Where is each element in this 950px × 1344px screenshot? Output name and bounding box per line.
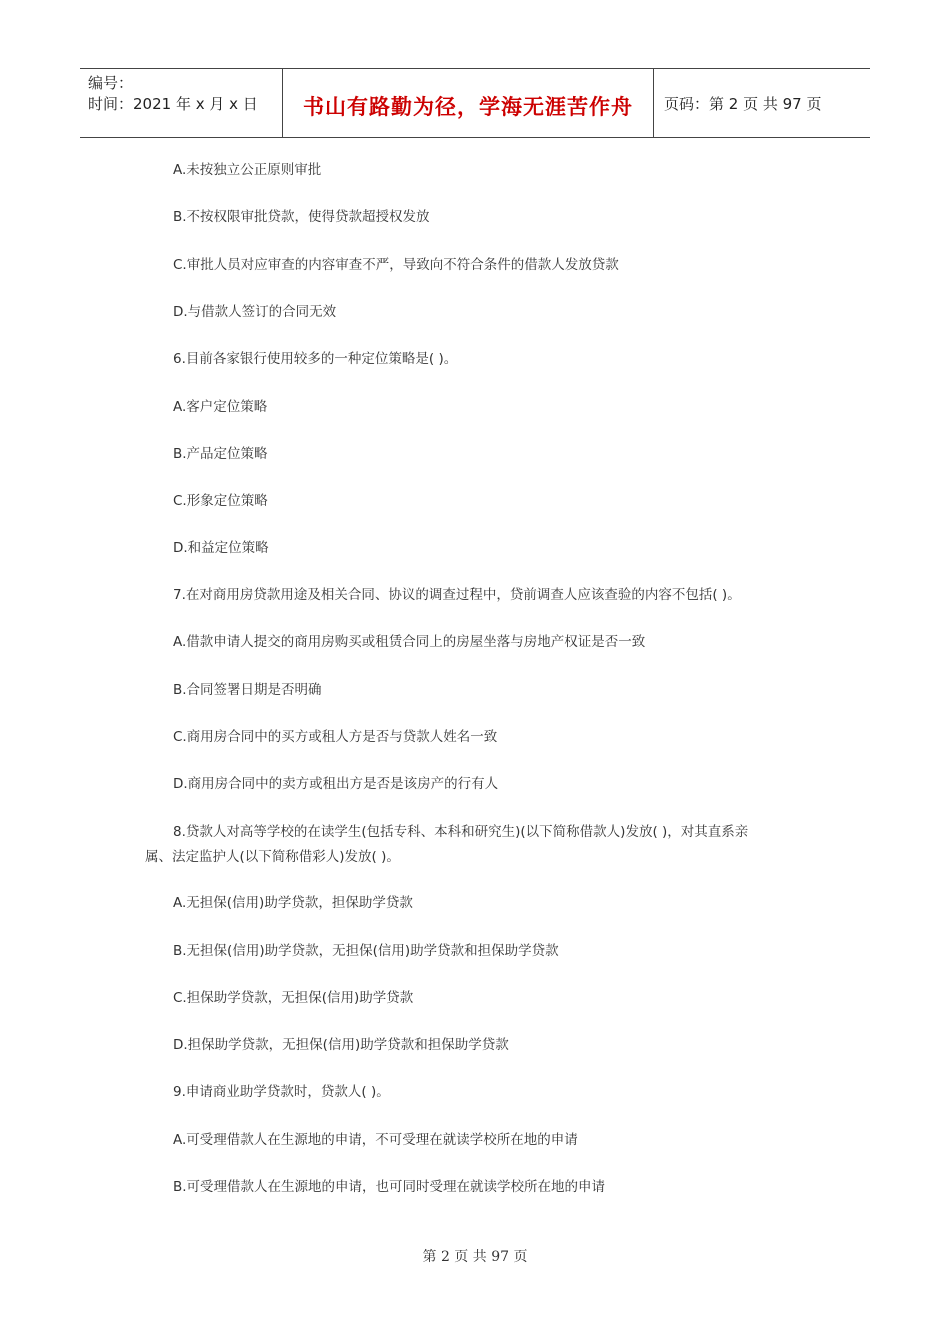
question-line: 9.申请商业助学贷款时，贷款人( )。 <box>173 1084 390 1100</box>
option-line: A.客户定位策略 <box>173 399 268 415</box>
option-line: D.担保助学贷款，无担保(信用)助学贷款和担保助学贷款 <box>173 1037 509 1053</box>
option-line: D.与借款人签订的合同无效 <box>173 304 337 320</box>
option-line: B.合同签署日期是否明确 <box>173 682 322 698</box>
question-line: 8.贷款人对高等学校的在读学生(包括专科、本科和研究生)(以下简称借款人)发放( )，对其直系亲 <box>173 824 749 840</box>
option-line: B.可受理借款人在生源地的申请，也可同时受理在就读学校所在地的申请 <box>173 1179 606 1195</box>
option-line: C.担保助学贷款，无担保(信用)助学贷款 <box>173 990 414 1006</box>
page-footer: 第 2 页 共 97 页 <box>422 1249 528 1265</box>
option-line: B.无担保(信用)助学贷款，无担保(信用)助学贷款和担保助学贷款 <box>173 943 559 959</box>
page-header <box>80 68 870 138</box>
header-page-number: 页码：第 2 页 共 97 页 <box>664 94 822 113</box>
question-line: 6.目前各家银行使用较多的一种定位策略是( )。 <box>173 351 458 367</box>
option-line: A.借款申请人提交的商用房购买或租赁合同上的房屋坐落与房地产权证是否一致 <box>173 634 646 650</box>
option-line: A.可受理借款人在生源地的申请，不可受理在就读学校所在地的申请 <box>173 1132 578 1148</box>
question-line: 7.在对商用房贷款用途及相关合同、协议的调查过程中，贷前调查人应该查验的内容不包括( )。 <box>173 587 741 603</box>
option-line: B.不按权限审批贷款，使得贷款超授权发放 <box>173 209 430 225</box>
option-line: C.商用房合同中的买方或租人方是否与贷款人姓名一致 <box>173 729 498 745</box>
option-line: A.无担保(信用)助学贷款，担保助学贷款 <box>173 895 413 911</box>
option-line: C.形象定位策略 <box>173 493 268 509</box>
header-motto: 书山有路勤为径，学海无涯苦作舟 <box>303 95 633 119</box>
option-line: C.审批人员对应审查的内容审查不严，导致向不符合条件的借款人发放贷款 <box>173 257 619 273</box>
header-page-cell <box>654 69 870 137</box>
header-number: 编号： <box>88 74 134 92</box>
option-line: D.商用房合同中的卖方或租出方是否是该房产的行有人 <box>173 776 499 792</box>
option-line: A.未按独立公正原则审批 <box>173 162 322 178</box>
header-motto-cell <box>282 69 654 137</box>
header-time: 时间：2021 年 x 月 x 日 <box>88 95 258 113</box>
option-line: B.产品定位策略 <box>173 446 268 462</box>
question-line: 属、法定监护人(以下简称借彩人)发放( )。 <box>145 849 400 865</box>
header-meta <box>80 69 282 137</box>
option-line: D.和益定位策略 <box>173 540 269 556</box>
